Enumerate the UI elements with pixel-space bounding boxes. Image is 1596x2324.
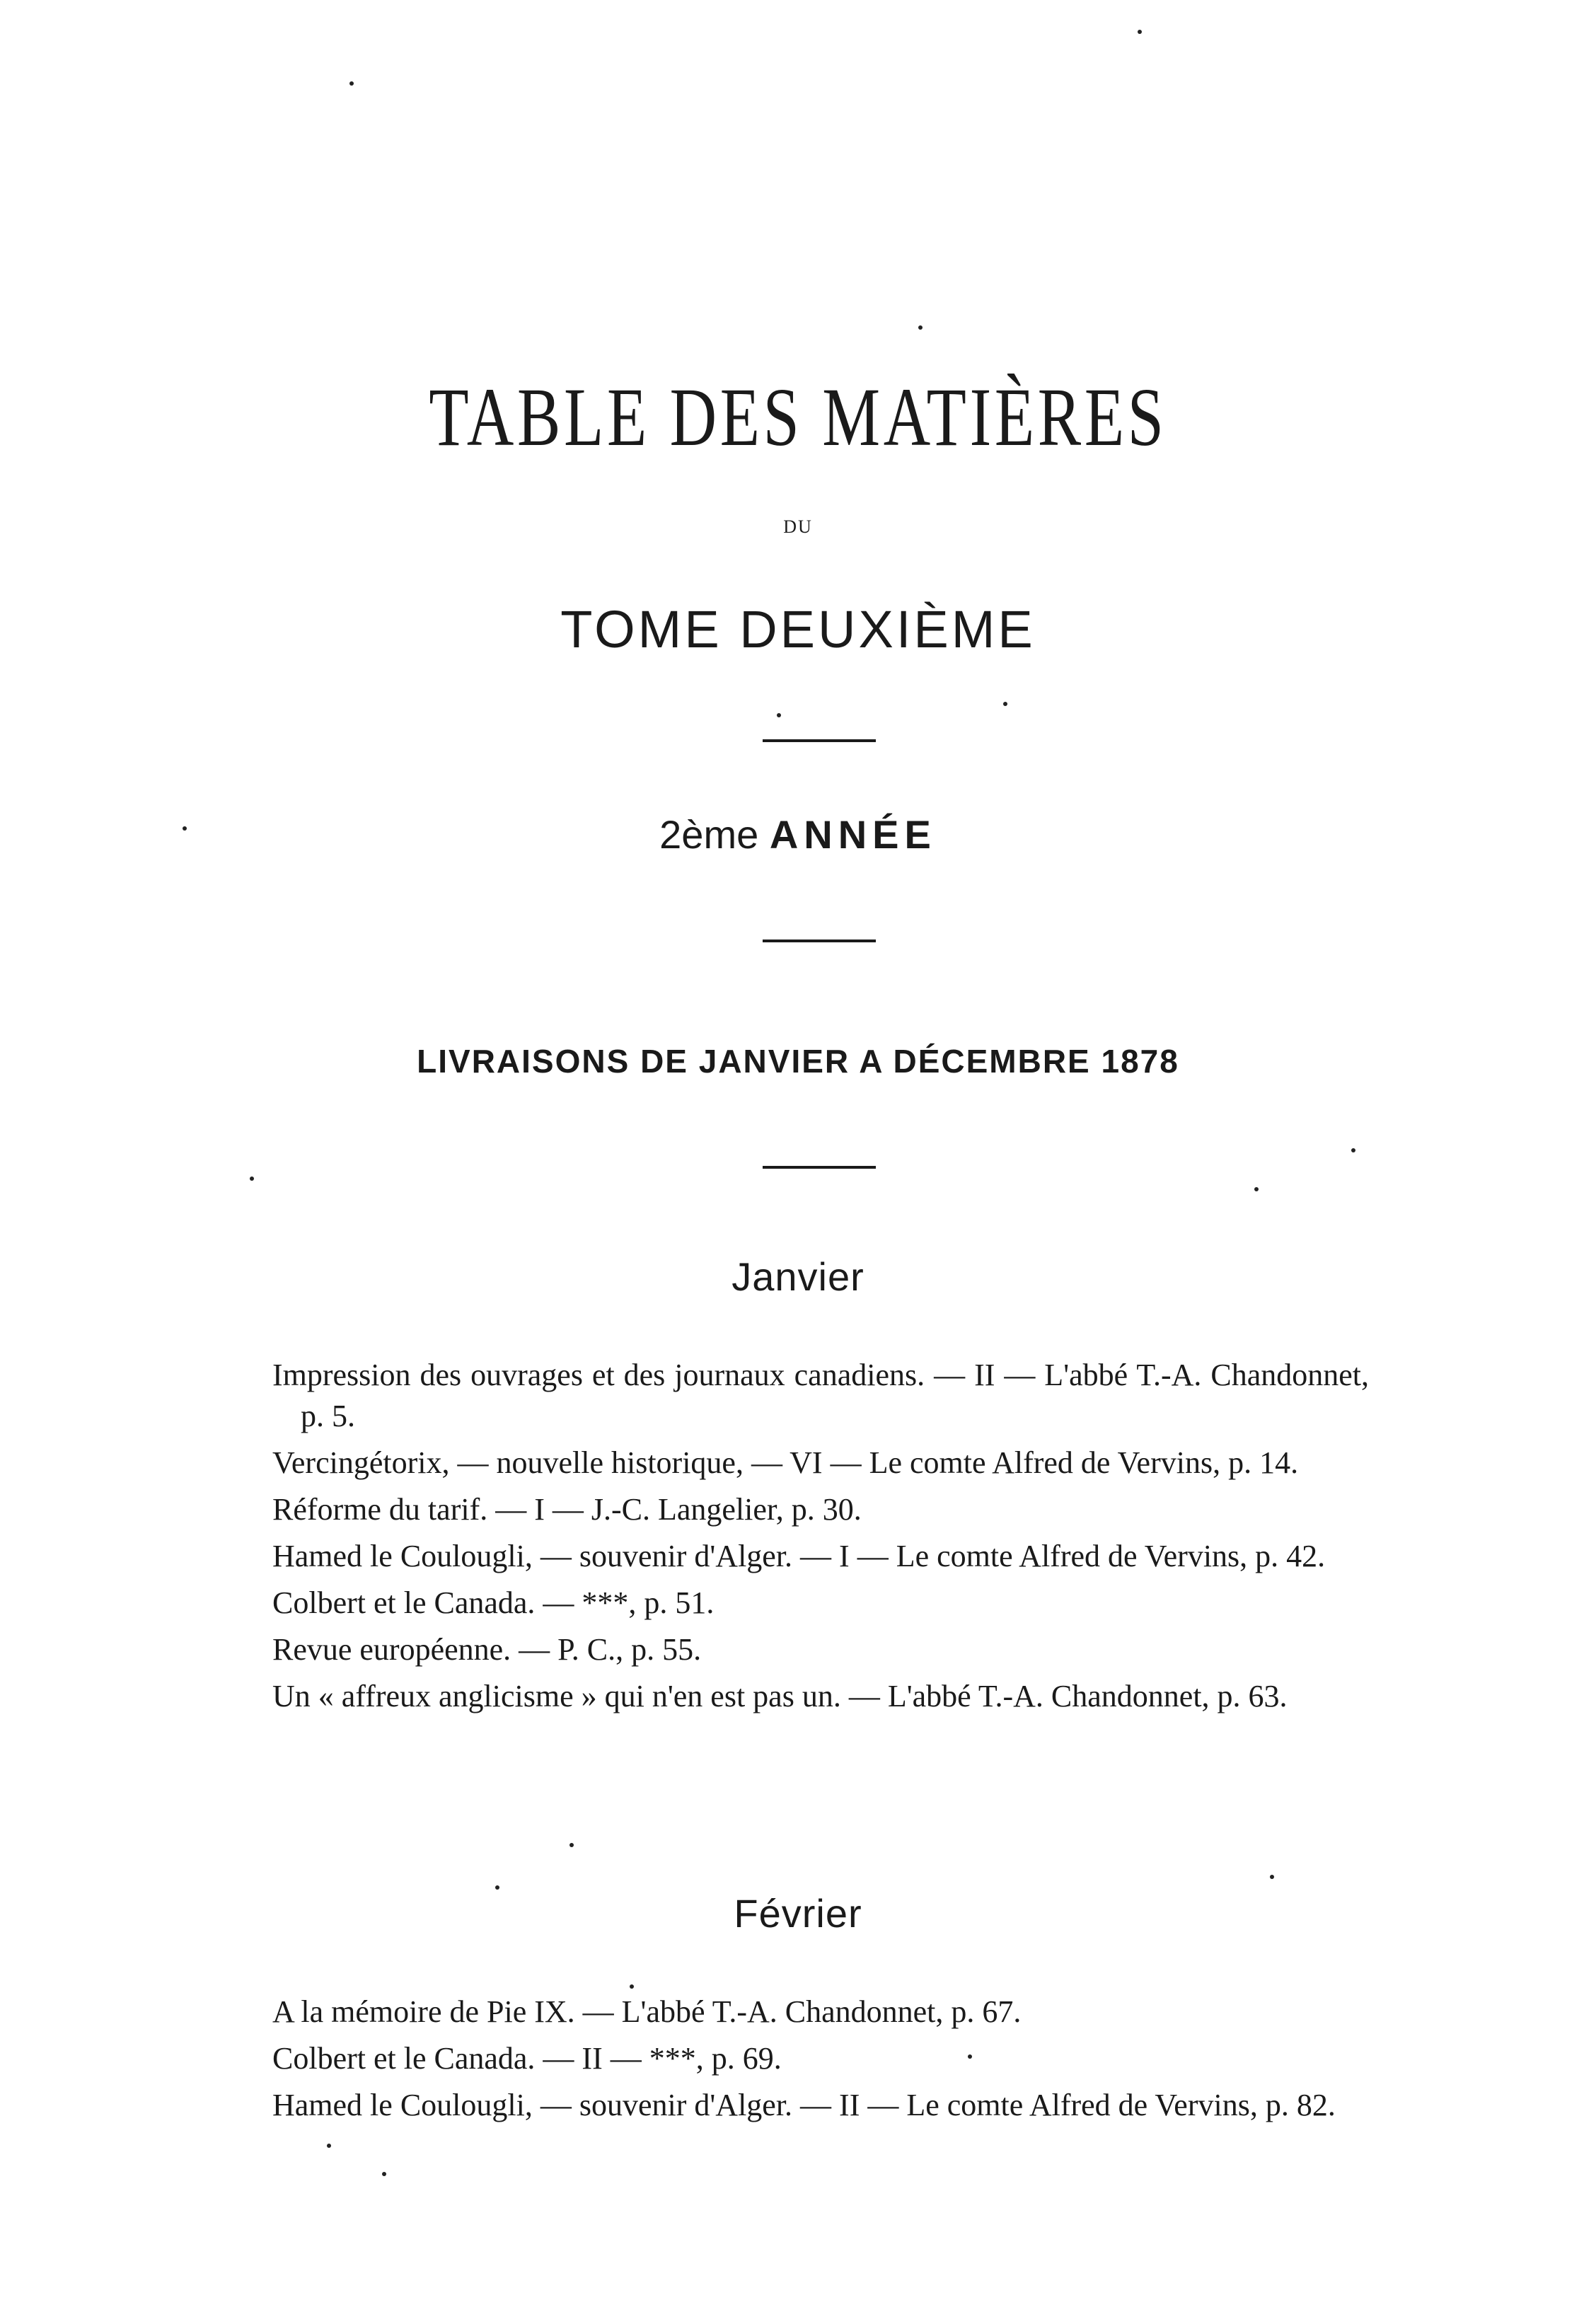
scan-speck — [1138, 30, 1142, 34]
scan-speck — [1003, 702, 1007, 706]
scan-speck — [327, 2144, 331, 2148]
scan-speck — [1351, 1148, 1355, 1152]
scan-speck — [1254, 1187, 1259, 1191]
toc-entry: Réforme du tarif. — I — J.-C. Langelier, p. 30. — [272, 1492, 862, 1527]
toc-entry: Hamed le Coulougli, — souvenir d'Alger. — I — Le comte Alfred de Vervins, p. 42. — [272, 1539, 1326, 1573]
scan-speck — [1270, 1875, 1274, 1879]
entry-list-janvier — [272, 1355, 1369, 1723]
toc-entry: Revue européenne. — P. C., p. 55. — [272, 1632, 702, 1667]
annee-word: ANNÉE — [769, 812, 937, 857]
scan-speck — [183, 826, 187, 831]
toc-entry: A la mémoire de Pie IX. — L'abbé T.-A. Chandonnet, p. 67. — [272, 1994, 1022, 2029]
page-title: TABLE DES MATIÈRES — [429, 371, 1167, 463]
scan-speck — [349, 81, 354, 86]
annee-heading — [0, 810, 1596, 860]
month-heading-janvier: Janvier — [732, 1254, 865, 1299]
divider-rule — [763, 940, 876, 942]
annee-prefix: 2ème — [659, 812, 759, 857]
month-heading-fevrier: Février — [734, 1891, 862, 1936]
livraisons-heading: LIVRAISONS DE JANVIER A DÉCEMBRE 1878 — [417, 1043, 1179, 1080]
toc-entry: Vercingétorix, — nouvelle historique, — VI — Le comte Alfred de Vervins, p. 14. — [272, 1445, 1299, 1480]
tome-heading: TOME DEUXIÈME — [560, 600, 1036, 659]
scan-speck — [968, 2054, 972, 2059]
scan-speck — [250, 1177, 254, 1181]
toc-entry: Colbert et le Canada. — ***, p. 51. — [272, 1585, 715, 1620]
scan-speck — [382, 2172, 386, 2176]
divider-rule — [763, 1166, 876, 1169]
entry-list-fevrier — [272, 1991, 1369, 2132]
toc-entry: Colbert et le Canada. — II — ***, p. 69. — [272, 2041, 782, 2076]
divider-rule — [763, 739, 876, 742]
scan-speck — [918, 325, 923, 330]
scan-speck — [495, 1885, 499, 1890]
toc-entry: Un « affreux anglicisme » qui n'en est pas un. — L'abbé T.-A. Chandonnet, p. 63. — [272, 1679, 1288, 1713]
scan-speck — [777, 713, 781, 717]
scan-speck — [630, 1984, 634, 1989]
du-label: DU — [783, 516, 813, 537]
toc-entry: Impression des ouvrages et des journaux canadiens. — II — L'abbé T.-A. Chandonnet, p. 5. — [272, 1358, 1369, 1433]
scan-speck — [569, 1843, 574, 1847]
toc-entry: Hamed le Coulougli, — souvenir d'Alger. — II — Le comte Alfred de Vervins, p. 82. — [272, 2088, 1336, 2122]
